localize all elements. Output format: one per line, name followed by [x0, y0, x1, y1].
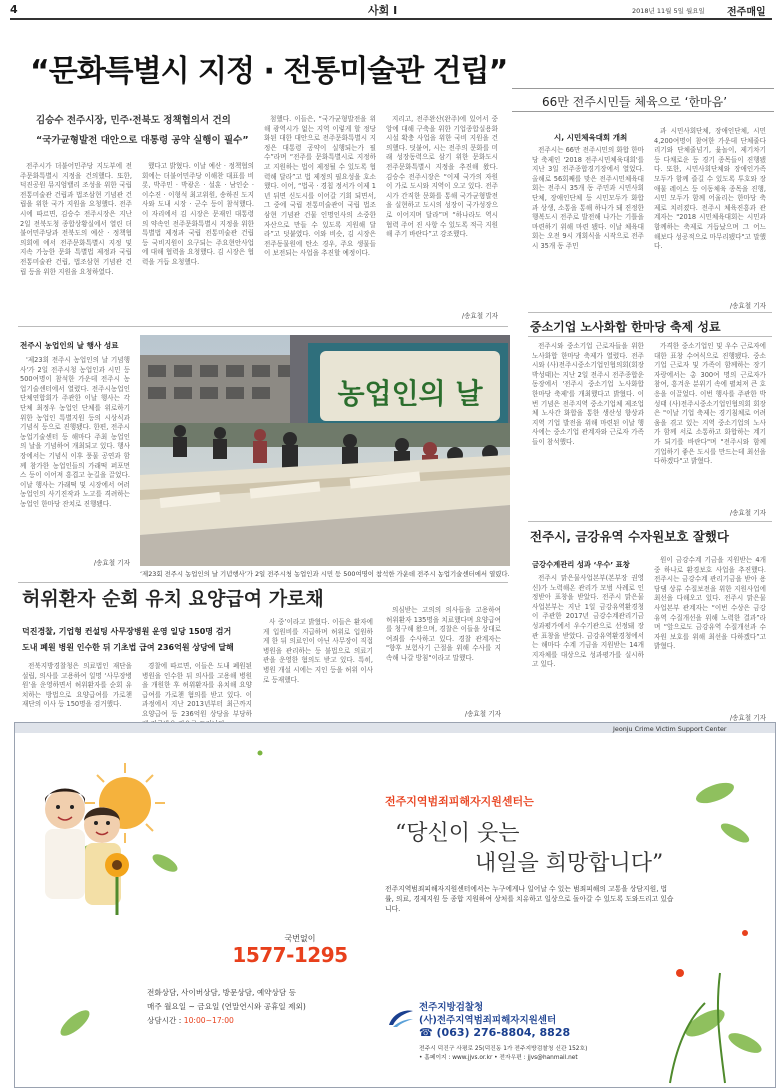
right-bottom-col-2: 원이 금강수계 기금을 지원받는 4개 중 하나로 환경보호 사업을 추진했다. 전주시는 금강수계 관리기금을 받아 용담댐 상류 수질보전을 위한 지원사업에 최선을 다해오고 있다. 전주시 맑은물사업본부 관계자는 “이번 수상은 금강유역 수질개선을 위해 노력한 결과”라며 “앞으로도 금강유역 수질개선과 수자원 보호를 위해 최선을 다하겠다”고 밝혔다.: [654, 556, 766, 651]
section-name: 사회 I: [368, 4, 398, 17]
right-top-subhead: 시, 시민체육대회 개최: [554, 133, 628, 142]
toll-free-label: 국번없이: [284, 934, 316, 943]
service-line-2: 매주 월요일 ~ 금요일 (연말연시와 공휴일 제외): [147, 1002, 306, 1011]
service-hours-row: [147, 1015, 234, 1026]
news-photo: [140, 335, 510, 566]
mid-right-col-1: 전주시와 중소기업 근로자들을 위한 노사화합 한마당 축제가 열렸다. 전주시와 (사)전주시중소기업인협의회(회장 박성태)는 지난 2일 전주시 전주종합운동장에서 '전주시 중소기업 노사화합 한마당 축제'를 개최했다고 밝혔다. 이번 기념은 전주지역 중소기업체 제조업체 노사간 화합을 통한 생산성 향상과 지역 기업 발전을 위해 마련된 이날 행사에는 중소기업 관계자와 근로자 가족들이 참석했다.: [532, 342, 644, 446]
lower-left-col-3: 사 중’이라고 밝혔다. 이들은 환자에게 입원비를 지급하며 허위로 입원하게 한 뒤 의료인이 아닌 사무장이 직접 병원을 관리하는 등 불법으로 의료기관을 운영한 혐의도 받고 있다. 특히, 병원 개설 시에는 지인 등을 허위 이사로 등재했다.: [263, 618, 373, 684]
ad-body-text: 전주지역범죄피해자지원센터에서는 누구에게나 일어날 수 있는 범죄피해의 고통을 상담지원, 법률, 의료, 경제지원 등 종합 지원하여 상처를 치유하고 일상으로 돌아갈 수 있도록 도와드리고 있습니다.: [385, 885, 674, 913]
phone-box: [232, 933, 365, 977]
lead-col-4: 지리고, 전주완산(완주)에 있어서 중앙에 대해 구축을 위한 기업종합실용화시설 확충 사업을 위한 국비 지원을 건의했다. 덧붙여, 시는 전주의 문화를 미래 성장동력으로 삼기 위한 문화도시 전주문화특별시 지정을 추진해 왔다. 김승수 전주시장은 “이제 국가의 자원이 가로 도시와 지역이 오고 있다. 전주시가 간직한 문화를 통해 국가균형발전을 실현하고 도시의 성장이 국가성장으로 이어지며 달라”며 “하나라도 역시 협력 주어 진 사항 수 있도록 적극 지원해 주기 바란다”고 강조했다.: [386, 115, 498, 239]
mid-right-bottom-rule: [528, 521, 772, 522]
ad-frame: [14, 722, 776, 1088]
photo-caption: ‘제23회 전주시 농업인의 날 기념행사’가 2일 전주시청 농업인과 시민 등 500여명이 참석한 가운데 전주시 농업기술센터에서 열렸다.: [140, 570, 510, 578]
right-top-title: 66만 전주시민들 체육으로 ‘한마음’: [542, 95, 728, 109]
mid-right-credit: /송효철 기자: [729, 509, 766, 517]
slogan-line-1: “당신이 웃는: [395, 821, 520, 846]
lower-left-subhead-2: 도내 폐원 병원 인수한 뒤 기초법 급여 236억원 상당에 달해: [22, 643, 234, 652]
lower-left-col-4: 의심받는 고의의 의사들을 고용하여 허위환자 135명을 치료했다며 요양급여를 청구해 왔으며, 경찰은 이들을 상대로 여죄를 수사하고 있다. 경찰 관계자는 "향후 보험사기 근절을 위해 수사를 지속해 나갈 방침"이라고 말했다.: [386, 606, 501, 662]
right-top-bottom-rule: [528, 312, 772, 313]
right-top-col-1: 전주시는 66만 전주시민의 화합 한마당 축제인 '2018 전주시민체육대회'를 지난 3일 전주종합경기장에서 열었다. 올해로 56회째를 맞은 전주시민체육대회는 전주시 35개 동 주민과 시민사회단체, 장애인단체 등 시민모두가 화합과 상생, 소통을 통해 하나가 돼 진정한 행복도시 전주로 발전해 나가는 기틀을 마련하기 위해 마련 됐다. 이날 체육대회는 오전 9시 개회식을 시작으로 전주시 35개 동 주민: [532, 146, 644, 250]
org-name-1: 전주지방검찰청: [419, 1002, 484, 1013]
right-bottom-credit: /송효철 기자: [729, 714, 766, 722]
center-name: 전주지역범죄피해자지원센터는: [385, 795, 534, 808]
mid-right-title: 중소기업 노사화합 한마당 축제 성료: [530, 320, 721, 334]
right-bottom-title: 전주시, 금강유역 수자원보호 잘했다: [530, 529, 729, 544]
lead-col-3: 첨했다. 이들은, “국가균형발전을 위해 광역시가 없는 지역 이렇게 할 정당화된 대한 대안으로 전주문화특별시 지정은 대통령 공약이 실행되는가 필수”라며 “전주를 문화특별시로 지정하고 지원하는 법이 제정될 수 있도록 협력해 달라”고 법 제정의 필요성을 호소했다. 이어, “법곡 · 경칩 정서가 이제 1년 뒤면 신도시를 이어갈 기회 되면서, 그 중에 국립 전통미술관이 국립 법조삼현 기념관 건물 인명인사의 소중한 자산으로 만들 수 있도록 지원해 달라”고 덧붙였다. 이와 비슷, 김 시장은 전주동물원에 탄소 경우, 주요 생물들이 보전되는 사업을 추진할 예정이다.: [264, 115, 376, 258]
children-photo: [27, 769, 137, 919]
hotline-number: 1577-1295: [232, 943, 348, 967]
lower-left-headline: 허위환자 순회 유치 요양급여 가로채: [22, 588, 324, 610]
lead-subhead-2: “국가균형발전 대안으로 대통령 공약 실행이 필수”: [36, 135, 249, 146]
org-address: 전주시 덕진구 사평로 25(덕진동 1가 전주지방검찰청 신관 152호): [419, 1046, 588, 1052]
ceremony-photo-illustration: [140, 335, 510, 566]
slogan-line-2: 내일을 희망합니다”: [475, 851, 664, 876]
right-top-credit: /송효철 기자: [729, 302, 766, 310]
lower-left-subhead-1: 덕진경찰, 기업형 컨설팅 사무장병원 운영 일당 150명 검거: [22, 627, 232, 636]
issue-date: 2018년 11월 5일 월요일: [632, 7, 705, 15]
ad-top-label: Jeonju Crime Victim Support Center: [613, 725, 727, 733]
lead-col-2: 했다고 밝혔다. 이날 예산 · 정책협의회에는 더불어민주당 이해찬 대표를 비롯, 박주민 · 박광온 · 설훈 · 남인순 · 이수진 · 이형석 최고위원, 송하진 도지사와 도내 시장 · 군수 등이 참석했다. 이 자리에서 김 시장은 문재인 대통령의 약속인 전주문화특별시 지정을 위한 특별법 제정과 국립 전통미술관 건립 등 국비지원이 요구되는 주요현안사업에 대해 협력을 요청했다. 김 시장은 협력을 거듭 요청했다.: [142, 162, 254, 266]
org-logo-icon: [387, 1007, 415, 1029]
page-header: [10, 2, 772, 18]
right-bottom-col-1: 전주시 맑은물사업본부(본부장 권영신)가 노력해온 관리가 모범 사례로 인정받아 표창을 받았다. 전주시 맑은물사업본부는 지난 1일 금강유역환경청이 주관한 2017년 금강수계관리기금 성과평가에서 우수기관으로 선정돼 장관 표창을 받았다. 금강유역환경청에서는 해마다 수계 기금을 지원받는 14개 지자체를 대상으로 성과평가를 실시하고 있다.: [532, 574, 644, 669]
lead-subhead-1: 김승수 전주시장, 민주·전북도 정책협의서 건의: [36, 115, 231, 126]
org-block: [387, 999, 627, 1077]
paper-name: 전주매일: [727, 7, 766, 18]
banner-text: 농업인의 날: [337, 377, 483, 410]
lower-left-col-2: 경찰에 따르면, 이들은 도내 폐원된 병원을 인수한 뒤 의사를 고용해 병원을 개원한 후 허위환자를 유치해 요양급여를 가로챈 혐의를 받고 있다. 이 과정에서 지난 2013년부터 최근까지 요양급여 등 236억원 상당을 부당하: [142, 662, 252, 718]
service-line-1: 전화상담, 사이버상담, 방문상담, 예약상담 등: [147, 988, 296, 997]
children-illustration: [27, 769, 137, 919]
service-box: [135, 987, 335, 1049]
lead-headline: “문화특별시 지정 · 전통미술관 건립”: [30, 54, 508, 89]
left-mid-title: 전주시 농업인의 날 행사 성료: [20, 341, 119, 350]
lower-left-col-1: 전북지방경찰청은 의료법인 재단을 설립, 의사를 고용하여 일명 ‘사무장병원’을 운영하면서 허위환자를 순회 유치하는 방법으로 요양급여를 가로챈 재단의 이사 등 150명을 검거했다.: [22, 662, 132, 709]
left-mid-body: '제23회 전주시 농업인의 날 기념행사'가 2일 전주시청 농업인과 시민 등 500여명이 참석한 가운데 전주시 농업기술센터에서 열렸다. 전주시농업인단체연합회가 주관한 이날 행사는 각 단체 최정우 농업인 단체를 위로하기 위한 농업인 특별지원 등의 시상식과 기념식 등으로 진행됐다. 한편, 전주시 농업기술센터 등 해마다 주최 농업인의 날을 기념하여 개최되고 있다. 행사장에서는 기념식 이후 풍물 공연과 함께 참가한 농업인들의 가래떡 퍼포먼스 등이 이어져 흥겹고 눈길을 끌었다. 이날 행사는 가래떡 및 시장에서 여러 농업인의 사기진작과 노고를 격려하는 농업인 한마당 잔치로 진행됐다.: [20, 356, 130, 508]
right-bottom-subhead: 금강수계관리 성과 ‘우수’ 표창: [532, 560, 630, 569]
lower-left-credit: /송효철 기자: [464, 710, 501, 718]
service-hours-value: 10:00~17:00: [183, 1016, 234, 1025]
org-web: • 홈페이지 : www.jjvs.or.kr • 전자우편 : jjvs@hanmail.net: [419, 1055, 578, 1061]
photo-bottom-rule: [18, 582, 508, 583]
page-number: 4: [10, 3, 18, 16]
org-phone: ☎ (063) 276-8804, 8828: [419, 1026, 571, 1039]
header-rule: [10, 18, 772, 20]
left-mid-credit: /송효철 기자: [93, 559, 130, 567]
lead-credit: /송효철 기자: [461, 312, 498, 320]
mid-right-col-2: 가격한 중소기업인 및 우수 근로자에 대한 표창 수여식으로 진행됐다. 중소기업 근로자 및 가족이 함께하는 장기자랑에서는 총 300여 명의 근로자가 참여, 흥겨운 분위기 속에 펼쳐져 큰 호응을 이끌었다. 이번 행사를 주관한 박성태 (사)전주시중소기업인협의회 회장은 "이날 기업 축제는 경기침체로 어려움을 겪고 있는 지역 중소기업의 노사가 함께 서로 소통하고 화합하는 계기가 되기를 바란다"며 "전주시와 함께 기업하기 좋은 도시를 만드는데 최선을 다하겠다"고 밝혔다.: [654, 342, 766, 466]
service-hours-label: 상담시간 :: [147, 1016, 182, 1025]
right-top-col-2: 과 시민사회단체, 장애인단체, 시민 4,200여명이 참여한 가운데 단체줄다리기와 단체줄넘기, 윷놀이, 제기차기 등 다채로운 등 경기 종목들이 진행됐다. 또한, 시민사회단체와 장애인가족 모두가 함께 즐길 수 있도록 투호와 장애물 레이스 등 이동체육 종목을 진행, 시민 모두가 함께 어울리는 한마당 축제로 치러졌다. 전주시 체육진흥과 관계자는 "2018 시민체육대회는 시민과 함께하는 축제로 거듭났으며 그 어느 해보다 성공적으로 마무리됐다"고 말했다.: [654, 127, 766, 251]
lead-bottom-rule: [18, 326, 508, 327]
mid-right-title-rule: [528, 336, 772, 337]
lead-col-1: 전주시가 더불어민주당 지도부에 전주문화특별시 지정을 건의했다. 또한, 덕진공원 뮤지엄밸리 조성을 위한 국립 전통미술관 건립과 법조삼현 기념관 건립을 위한 국가 지원을 요청했다. 전주시에 따르면, 김승수 전주시장은 지난 2일 전북도청 종합상황실에서 열린 더불어민주당과 전북도의 예산 · 정책협의회에 에서 전주문화특별시 지정 및 지속 가능한 문화 특별법 제정과 국립 전통미술관 건립, 법조삼현 기념관 건립 등을 위한 지원을 요청하였다.: [20, 162, 132, 276]
org-name-2: (사)전주지역범죄피해자지원센터: [419, 1015, 557, 1026]
